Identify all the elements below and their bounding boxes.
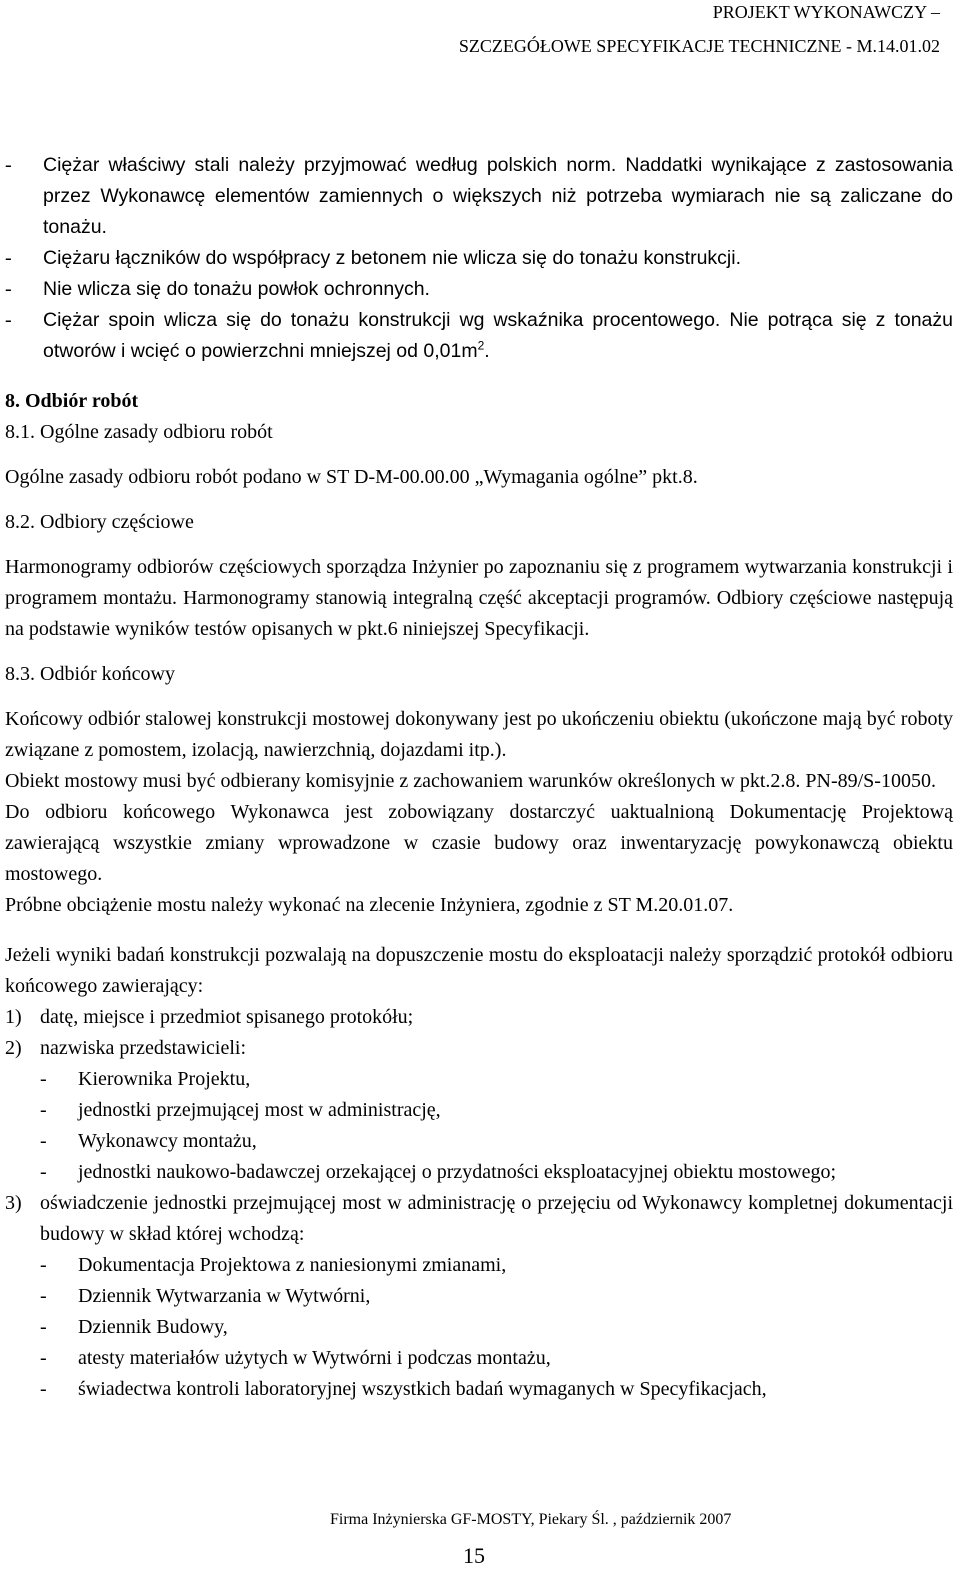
bullet-text-main: Ciężar spoin wlicza się do tonażu konstrukcji wg wskaźnika procentowego. Nie potrąca się z tonażu otworów i wcięć o powierzchni mniejszej od 0,01m bbox=[43, 309, 953, 362]
sub-text: Wykonawcy montażu, bbox=[78, 1130, 257, 1152]
subsection-heading: 8.2. Odbiory częściowe bbox=[5, 511, 194, 533]
paragraph: Jeżeli wyniki badań konstrukcji pozwalają na dopuszczenie mostu do eksploatacji należy sporządzić protokół odbioru końcowego zawierający: bbox=[5, 944, 953, 997]
sub-dash: - bbox=[40, 1347, 47, 1369]
paragraph: Ogólne zasady odbioru robót podano w ST D-M-00.00.00 „Wymagania ogólne” pkt.8. bbox=[5, 466, 698, 488]
bullet-item bbox=[5, 243, 953, 274]
paragraph: Harmonogramy odbiorów częściowych sporządza Inżynier po zapoznaniu się z programem wytwarzania konstrukcji i programem montażu. Harmonogramy stanowią integralną część akceptacji programów. Odbiory częściowe następują na podstawie wyników testów opisanych w pkt.6 niniejszej Specyfikacji. bbox=[5, 556, 953, 640]
page-number: 15 bbox=[463, 1543, 485, 1568]
sub-dash: - bbox=[40, 1316, 47, 1338]
header-title-line2: SZCZEGÓŁOWE SPECYFIKACJE TECHNICZNE - M.14.01.02 bbox=[458, 36, 940, 56]
numbered-item bbox=[5, 1033, 953, 1064]
bullet-text-end: . bbox=[484, 340, 490, 362]
item-text: nazwiska przedstawicieli: bbox=[40, 1037, 247, 1059]
bullet-text: Ciężar właściwy stali należy przyjmować według polskich norm. Naddatki wynikające z zastosowania przez Wykonawcę elementów zamiennych o większych niż potrzeba wymiarach nie są zaliczane do tonażu. bbox=[43, 154, 953, 238]
numbered-item bbox=[5, 1188, 953, 1250]
sub-text: Kierownika Projektu, bbox=[78, 1068, 251, 1090]
header-title-line1: PROJEKT WYKONAWCZY – bbox=[712, 2, 940, 22]
sub-text: atesty materiałów użytych w Wytwórni i podczas montażu, bbox=[78, 1347, 551, 1369]
bullet-text bbox=[43, 305, 953, 367]
bullet-item bbox=[5, 305, 953, 367]
sub-item bbox=[5, 1250, 953, 1281]
sub-text: jednostki naukowo-badawczej orzekającej o przydatności eksploatacyjnej obiektu mostowego; bbox=[78, 1161, 837, 1183]
sub-item bbox=[5, 1064, 953, 1095]
paragraph: Do odbioru końcowego Wykonawca jest zobowiązany dostarczyć uaktualnioną Dokumentację Projektową zawierającą wszystkie zmiany wprowadzone w czasie budowy oraz inwentaryzację powykonawczą obiektu mostowego. bbox=[5, 801, 953, 885]
sub-text: Dziennik Wytwarzania w Wytwórni, bbox=[78, 1285, 371, 1307]
sub-text: jednostki przejmującej most w administrację, bbox=[78, 1099, 441, 1121]
sub-text: Dokumentacja Projektowa z naniesionymi zmianami, bbox=[78, 1254, 507, 1276]
section-heading: 8. Odbiór robót bbox=[5, 390, 139, 412]
item-text: oświadczenie jednostki przejmującej most w administrację o przejęciu od Wykonawcy kompletnej dokumentacji budowy w skład której wchodzą: bbox=[40, 1192, 953, 1245]
sub-item bbox=[5, 1281, 953, 1312]
bullet-text: Nie wlicza się do tonażu powłok ochronnych. bbox=[43, 278, 430, 300]
superscript: 2 bbox=[477, 338, 485, 353]
sub-item bbox=[5, 1095, 953, 1126]
sub-item bbox=[5, 1343, 953, 1374]
sub-text: świadectwa kontroli laboratoryjnej wszystkich badań wymaganych w Specyfikacjach, bbox=[78, 1378, 767, 1400]
page-footer: Firma Inżynierska GF-MOSTY, Piekary Śl. , październik 2007 bbox=[330, 1511, 732, 1528]
numbered-item bbox=[5, 1002, 953, 1033]
item-number: 3) bbox=[5, 1192, 22, 1214]
item-number: 1) bbox=[5, 1006, 22, 1028]
sub-dash: - bbox=[40, 1254, 47, 1276]
paragraph: Próbne obciążenie mostu należy wykonać na zlecenie Inżyniera, zgodnie z ST M.20.01.07. bbox=[5, 894, 734, 916]
item-number: 2) bbox=[5, 1037, 22, 1059]
sub-dash: - bbox=[40, 1285, 47, 1307]
sub-dash: - bbox=[40, 1068, 47, 1090]
sub-dash: - bbox=[40, 1161, 47, 1183]
sub-dash: - bbox=[40, 1099, 47, 1121]
bullet-text: Ciężaru łączników do współpracy z betonem nie wlicza się do tonażu konstrukcji. bbox=[43, 247, 741, 269]
sub-item bbox=[5, 1126, 953, 1157]
document-body bbox=[5, 150, 953, 1405]
sub-dash: - bbox=[40, 1130, 47, 1152]
sub-item bbox=[5, 1157, 953, 1188]
bullet-dash: - bbox=[5, 154, 12, 176]
sub-dash: - bbox=[40, 1378, 47, 1400]
paragraph: Obiekt mostowy musi być odbierany komisyjnie z zachowaniem warunków określonych w pkt.2.8. PN-89/S-10050. bbox=[5, 770, 936, 792]
bullet-item bbox=[5, 274, 953, 305]
bullet-dash: - bbox=[5, 309, 12, 331]
sub-item bbox=[5, 1312, 953, 1343]
sub-item bbox=[5, 1374, 953, 1405]
item-text: datę, miejsce i przedmiot spisanego protokółu; bbox=[40, 1006, 414, 1028]
bullet-item bbox=[5, 150, 953, 243]
sub-text: Dziennik Budowy, bbox=[78, 1316, 228, 1338]
bullet-dash: - bbox=[5, 247, 12, 269]
paragraph: Końcowy odbiór stalowej konstrukcji mostowej dokonywany jest po ukończeniu obiektu (ukończone mają być roboty związane z pomostem, izolacją, nawierzchnią, dojazdami itp.). bbox=[5, 708, 953, 761]
subsection-heading: 8.1. Ogólne zasady odbioru robót bbox=[5, 421, 273, 443]
subsection-heading: 8.3. Odbiór końcowy bbox=[5, 663, 175, 685]
bullet-dash: - bbox=[5, 278, 12, 300]
